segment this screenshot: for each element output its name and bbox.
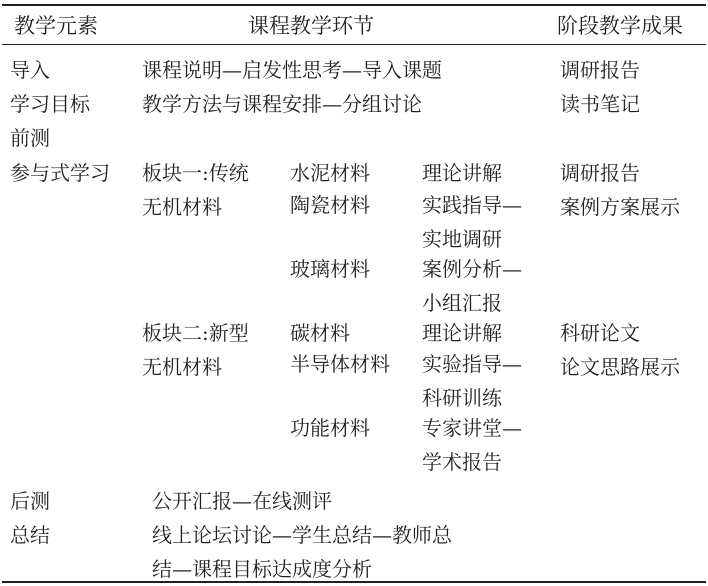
header-stage-outcomes: 阶段教学成果 [557, 14, 683, 38]
module2-method: 实验指导— 科研训练 [422, 352, 522, 410]
module1-method: 理论讲解 [422, 161, 502, 185]
header-teaching-elements: 教学元素 [14, 14, 98, 38]
module2-method: 理论讲解 [422, 321, 502, 345]
module1-name: 板块一:传统 无机材料 [142, 161, 249, 219]
module2-material: 功能材料 [290, 416, 370, 440]
module2-outcomes: 科研论文 论文思路展示 [560, 321, 680, 379]
closing-elements: 后测 总结 [10, 489, 50, 547]
header-course-steps: 课程教学环节 [248, 14, 374, 38]
intro-outcomes: 调研报告 读书笔记 [560, 58, 640, 116]
intro-steps: 课程说明—启发性思考—导入课题 教学方法与课程安排—分组讨论 [142, 58, 442, 116]
table-top-rule [2, 4, 706, 6]
module2-method: 专家讲堂— 学术报告 [422, 416, 522, 474]
module2-material: 碳材料 [290, 321, 350, 345]
module1-outcomes: 调研报告 案例方案展示 [560, 161, 680, 219]
module1-material: 水泥材料 [290, 161, 370, 185]
module2-material: 半导体材料 [290, 352, 390, 376]
module1-material: 陶瓷材料 [290, 193, 370, 217]
module1-method: 案例分析— 小组汇报 [422, 257, 522, 315]
module1-method: 实践指导— 实地调研 [422, 193, 522, 251]
closing-steps: 公开汇报—在线测评 线上论坛讨论—学生总结—教师总 结—课程目标达成度分析 [152, 489, 452, 581]
module1-material: 玻璃材料 [290, 257, 370, 281]
intro-elements: 导入 学习目标 前测 [10, 58, 90, 150]
table-header-rule [2, 44, 706, 45]
module2-name: 板块二:新型 无机材料 [142, 321, 249, 379]
participatory-element: 参与式学习 [10, 161, 110, 185]
